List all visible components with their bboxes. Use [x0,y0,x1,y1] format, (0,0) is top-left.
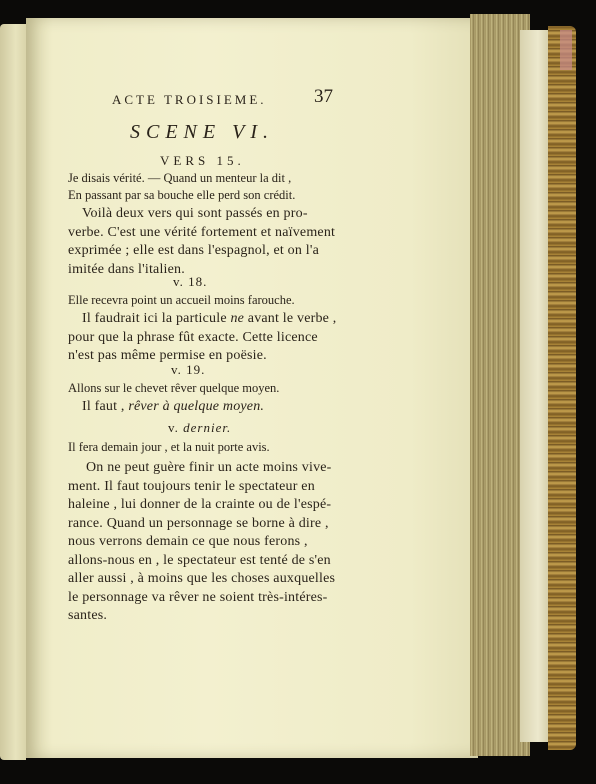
label-italic: dernier. [183,420,232,435]
label-text: v. [168,420,184,435]
page-block-light [520,30,550,742]
verse-line: Il fera demain jour , et la nuit porte avis. [68,440,270,454]
commentary-line: n'est pas même permise en poësie. [68,348,267,363]
commentary-line: aller aussi , à moins que les choses auxquelles [68,571,336,586]
verse-line: En passant par sa bouche elle perd son crédit. [68,188,296,202]
commentary-line [82,311,337,327]
verse-line: Allons sur le chevet rêver quelque moyen. [68,381,280,395]
commentary-line: le personnage va rêver ne soient très-intéres- [68,590,328,605]
commentary-text: Il faut , [82,399,129,414]
commentary-italic: ne [230,311,245,326]
section-label-v19: v. 19. [171,362,206,377]
verse-line: Je disais vérité. — Quand un menteur la dit , [68,171,292,185]
commentary-line: nous verrons demain ce que nous ferons , [68,534,308,549]
commentary-italic: rêver à quelque moyen. [128,399,265,414]
commentary-line: Voilà deux vers qui sont passés en pro- [82,206,308,221]
section-label-vdernier [168,420,231,436]
commentary-line: rance. Quand un personnage se borne à dire , [68,516,329,531]
commentary-line: imitée dans l'italien. [68,262,185,277]
facing-page-edge [0,24,26,760]
commentary-line: santes. [68,608,108,623]
commentary-line: haleine , lui donner de la crainte ou de l'espé- [68,497,332,512]
commentary-line: ment. Il faut toujours tenir le spectateur en [68,479,315,494]
commentary-text: avant le verbe , [244,311,337,326]
section-label-vers15: VERS 15. [160,153,245,168]
section-label-v18: v. 18. [173,274,208,289]
running-head: ACTE TROISIEME. [112,92,267,107]
gilt-edge [548,26,576,750]
commentary-line: On ne peut guère finir un acte moins vive- [86,460,332,475]
commentary-line [82,399,264,415]
commentary-line: pour que la phrase fût exacte. Cette licence [68,330,318,345]
commentary-text: Il faudrait ici la particule [82,311,231,326]
commentary-line: verbe. C'est une vérité fortement et naïvement [68,225,336,240]
page-number: 37 [314,86,333,107]
verse-line: Elle recevra point un accueil moins farouche. [68,293,295,307]
commentary-line: allons-nous en , le spectateur est tenté de s'en [68,553,331,568]
scene-title: SCENE VI. [130,121,274,143]
commentary-line: exprimée ; elle est dans l'espagnol, et on l'a [68,243,320,258]
ribbon-marker [560,30,572,70]
